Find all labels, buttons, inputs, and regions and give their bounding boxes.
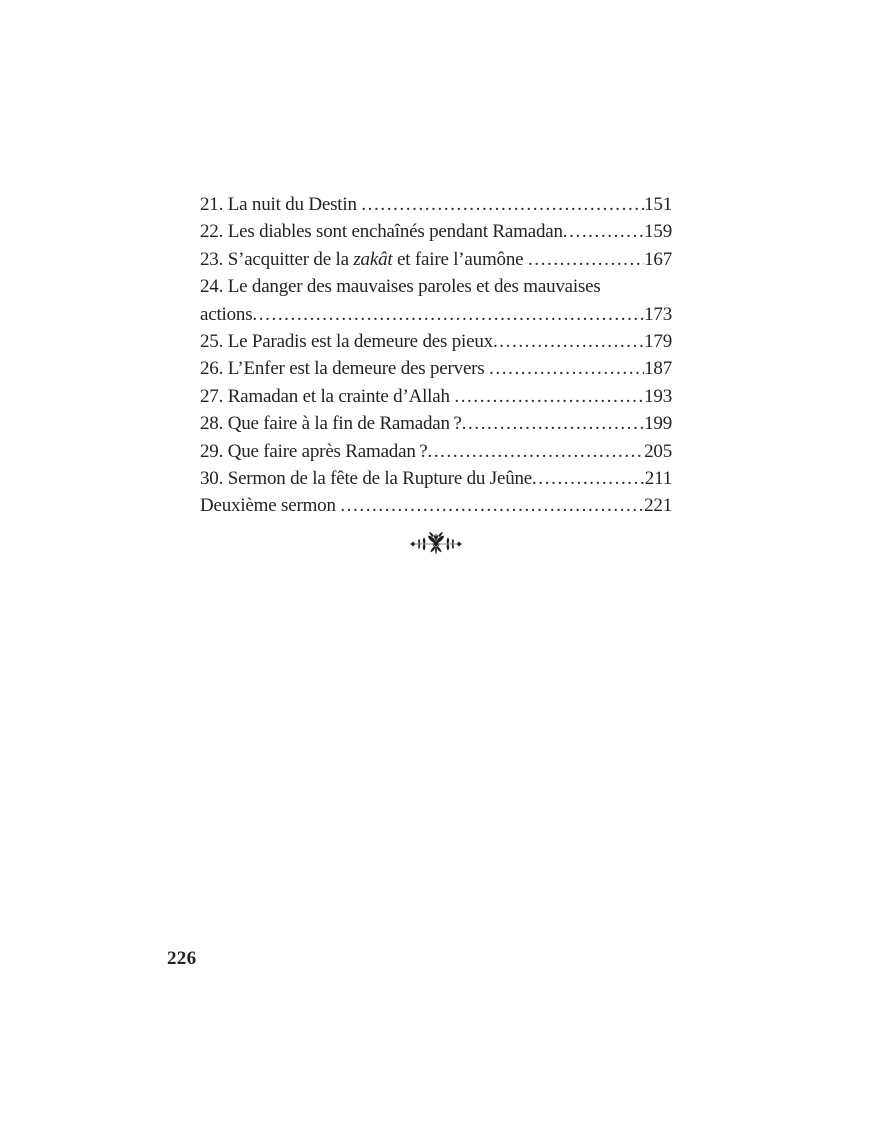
toc-entry-label (200, 218, 563, 245)
floral-ornament-icon (405, 530, 467, 558)
toc-entry-label (200, 246, 528, 273)
dot-leader (427, 438, 644, 465)
dot-leader (489, 355, 644, 382)
toc-entry-label-text: 26. L’Enfer est la demeure des pervers (200, 358, 490, 380)
dot-leader (493, 328, 644, 355)
toc-entry-label-text: 24. Le danger des mauvaises paroles et des mauvaises (200, 276, 601, 298)
dot-leader (340, 492, 644, 519)
section-divider (200, 530, 672, 563)
toc-entry-label-text: actions (200, 303, 253, 325)
toc-entry-page: 193 (644, 385, 672, 407)
toc-entry-page: 211 (644, 468, 672, 490)
toc-entry-page: 159 (644, 221, 672, 243)
toc-entry-page: 205 (644, 440, 672, 462)
toc-entry-label (200, 273, 601, 300)
toc-entry (200, 355, 672, 382)
toc-entry (200, 410, 672, 437)
toc-entry-page: 221 (644, 495, 672, 517)
dot-leader (454, 383, 644, 410)
toc-entry (200, 191, 672, 218)
toc-entry-label-text: 22. Les diables sont enchaînés pendant Ramadan (200, 221, 563, 243)
toc-entry-page: 173 (644, 303, 672, 325)
dot-leader (532, 465, 645, 492)
toc-entry-page: 151 (644, 194, 672, 215)
toc-entry-page: 187 (644, 358, 672, 380)
toc-entry-page: 167 (644, 248, 672, 270)
toc-entry (200, 273, 672, 300)
toc-entry (200, 218, 672, 245)
toc-entry-label-text: 21. La nuit du Destin (200, 194, 362, 215)
page-number: 226 (167, 948, 197, 969)
toc-entry-label (200, 383, 454, 410)
toc-entry-label (200, 465, 532, 492)
toc-entry-label-text: 27. Ramadan et la crainte d’Allah (200, 385, 455, 407)
toc-entry (200, 492, 672, 519)
toc-entry-label-italic: zakât (353, 248, 393, 270)
toc-entry-label (200, 328, 493, 355)
toc-entry (200, 328, 672, 355)
toc-entry-label (200, 492, 340, 519)
toc-entry-label (200, 355, 489, 382)
dot-leader (528, 246, 644, 273)
dot-leader (252, 301, 644, 328)
toc-entry-label-text: 28. Que faire à la fin de Ramadan ? (200, 413, 462, 435)
toc-entry (200, 246, 672, 273)
toc-entry-label-text: Deuxième sermon (200, 495, 341, 517)
table-of-contents (200, 191, 672, 520)
toc-entry-label (200, 438, 427, 465)
toc-entry-label-text: et faire l’aumône (392, 248, 528, 270)
dot-leader (563, 218, 644, 245)
dot-leader (361, 191, 644, 218)
toc-entry-label-text: 29. Que faire après Ramadan ? (200, 440, 428, 462)
toc-entry-label (200, 301, 252, 328)
toc-entry (200, 301, 672, 328)
toc-entry-page: 199 (644, 413, 672, 435)
toc-entry-label (200, 191, 361, 218)
toc-entry-label-text: 23. S’acquitter de la (200, 248, 354, 270)
toc-entry (200, 465, 672, 492)
toc-entry (200, 383, 672, 410)
toc-entry-page: 179 (644, 331, 672, 353)
toc-entry-label (200, 410, 462, 437)
toc-entry-label-text: 25. Le Paradis est la demeure des pieux (200, 331, 493, 353)
dot-leader (462, 410, 644, 437)
toc-entry-label-text: 30. Sermon de la fête de la Rupture du Jeûne (200, 468, 533, 490)
toc-entry (200, 438, 672, 465)
